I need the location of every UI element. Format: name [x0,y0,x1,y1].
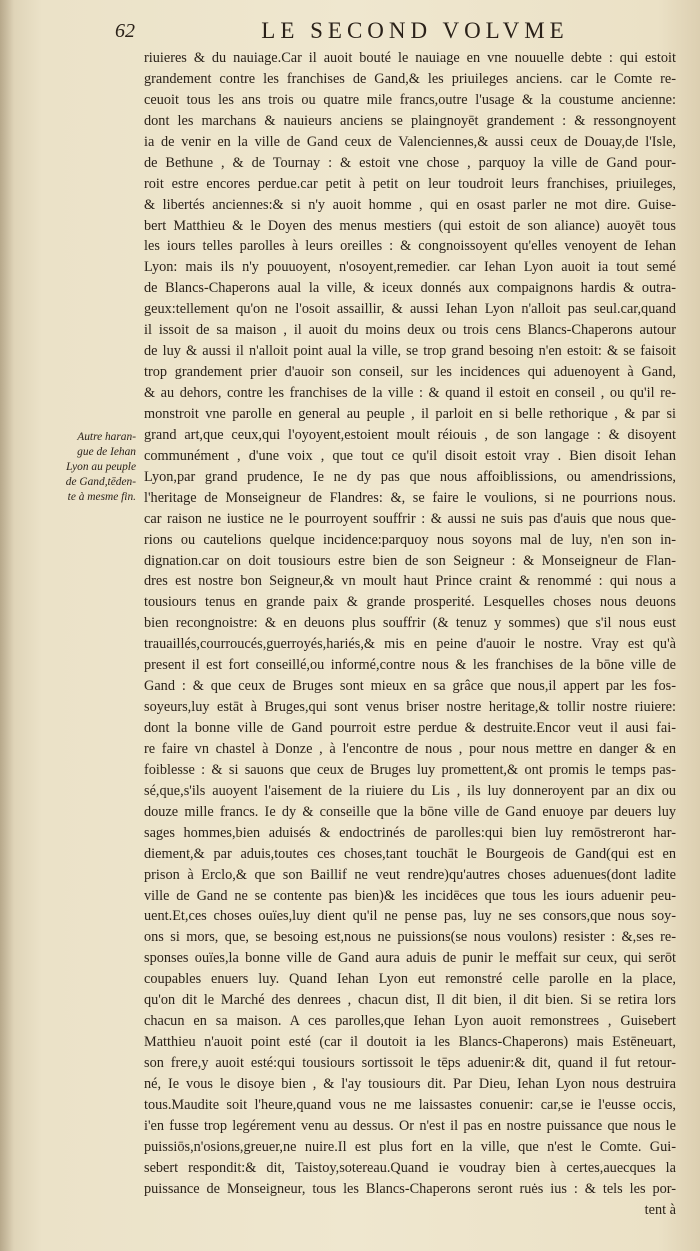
text-line: roit estre encores perdue.car petit à petit on leur toudroit leurs franchises, priuileges, [144,175,676,192]
text-line: present il est fort conseillé,ou informé,contre nous & les franchises de la bōne ville de [144,657,676,674]
text-line: né, Ie vous le disoye bien , & l'ay tousiours dit. Par Dieu, Iehan Lyon nous destruira [144,1075,676,1092]
text-line: grand art,que ceux,qui l'oyoyent,estoient moult réiouis , de son langage : & disoyent [144,426,676,443]
text-line: & libertés anciennes:& si n'y auoit homme , qui en osast parler ne mot dire. Guise- [144,196,676,213]
text-line: puissiōs,n'osions,greuer,ne nuire.Il est plus fort en la ville, que n'est le Comte. Gui- [144,1138,676,1155]
text-line: riuieres & du nauiage.Car il auoit bouté le nauiage en vne nouuelle debte : qui estoit [144,50,676,66]
text-line: Matthieu n'auoit point esté (car il doutoit ia les Blancs-Chaperons) mais Estēneuart, [144,1034,676,1051]
text-line: de Blancs-Chaperons aual la ville, & iceux donnés aux compaignons hardis & outra- [144,280,676,297]
text-line: prison à Erclo,& que son Baillif ne veut rendre)qu'autres choses aduenues(dont ladite [144,866,676,883]
text-line: son frere,y auoit esté:qui tousiours sortissoit le tēps aduenir:& dit, quand il fut retour- [144,1055,676,1071]
text-line: tousiours tenus en grande paix & grande prosperité. Lesquelles choses nous deuons [144,594,676,611]
text-line: bien recongnoistre: & en deuons plus souffrir (& tenuz y sommes) que s'il nous eust [144,615,676,632]
margin-note-line: te à mesme fin. [67,491,136,503]
text-line: monstroit vne parolle en general au peuple , il parloit en si belle rethorique , & par si [144,405,676,422]
text-line: grandement contre les franchises de Gand,& les priuileges anciens. car le Comte re- [144,70,676,87]
text-line: de Bethune , & de Tournay : & estoit vne chose , parquoy la ville de Gand pour- [144,154,676,171]
text-line: uent.Et,ces choses ouïes,luy dient qu'il ne pense pas, luy ne ses consors,que nous soy- [144,908,676,925]
catchword: tent à [644,1201,676,1218]
text-line: ons si mors, que, se besoing est,nous ne puissions(se nous voulons) resister : &,ses re- [144,929,676,946]
text-line: ia de venir en la ville de Gand ceux de Valenciennes,& aussi ceux de Douay,de l'Isle, [144,133,676,150]
text-line: soyeurs,luy estāt à Bruges,qui sont venus briser nostre heritage,& tollir nostre riuiere: [144,699,676,716]
text-line: Lyon,par grand prudence, Ie ne dy pas que nous affoiblissions, ou amendrissions, [144,468,676,485]
margin-note [56,430,136,505]
text-line: dres est nostre bon Seigneur,& vn moult haut Prince craint & renommé : qui nous a [144,573,676,590]
margin-note-line: gue de Iehan [77,446,136,458]
body-text [144,48,676,1221]
text-line: geux:tellement qu'on ne l'osoit assaillir, & aussi Iehan Lyon n'alloit pas seul.car,quand [144,301,676,318]
text-line: tous.Maudite soit l'heure,quand vous ne me laissastes conuenir: car,se ie l'eusse occis, [144,1096,676,1113]
margin-note-line: de Gand,tēden- [65,476,136,488]
text-line: Lyon: mais ils n'y pouuoyent, n'osoyent,remedier. car Iehan Lyon auoit ia tout semé [144,259,676,276]
text-line: coupables enuers luy. Quand Iehan Lyon eut remonstré celle parolle en la place, [144,971,676,988]
text-line: sages hommes,bien aduisés & endoctrinés de parolles:qui bien luy remōstreront har- [144,824,676,841]
text-line: l'heritage de Monseigneur de Flandres: &, se faire le voulions, si ne pourrions nous. [144,489,676,506]
text-line: sponses ouïes,la bonne ville de Gand aura aduis de punir le meffait sur ceux, qui serōt [144,950,676,967]
text-line: & au dehors, contre les franchises de la ville : & quand il estoit en conseil , ou qu'il re- [144,385,676,401]
text-line: sé,que,s'ils auoyent l'aisement de la riuiere du Lis , ils luy donneroyent par an dix ou [144,782,676,799]
margin-note-line: Lyon au peuple [66,461,136,473]
gutter-shadow [0,0,14,1251]
text-line: dont les marchans & nauieurs anciens se plaingnoyēt grandement : & ressongnoyent [144,112,676,129]
page-header [115,18,680,48]
text-line: les iours telles parolles à leurs oreilles : & congnoissoyent qu'elles venoyent de Iehan [144,238,676,255]
text-line: chacun en sa maison. A ces parolles,que Iehan Lyon auoit remonstrees , Guisebert [144,1013,676,1030]
text-line: Gand : & que ceux de Bruges sont mieux en sa grâce que nous,il appert par les fos- [144,678,676,695]
text-line: ville de Gand ne se contente pas bien)& les incidēces que tous les iours aduenir peu- [144,887,676,904]
text-line: de luy & aussi il n'alloit point aual la ville, se trop grand besoing n'en estoit: & se faisoit [144,343,676,360]
text-line: puissance de Monseigneur, tous les Blancs-Chaperons seront ruės ius : & tels les por- [144,1180,676,1197]
text-line: douze mille francs. Ie dy & conseille que la bōne ville de Gand enuoye par deuers luy [144,803,676,820]
text-line: trop grandement prier d'auoir son conseil, sur les incidences qui aduenoyent à Gand, [144,364,676,381]
text-line: car raison ne iustice ne le pourroyent souffrir : & aussi ne suis pas d'auis que nous que- [144,510,676,527]
text-line: dignation.car on doit tousiours estre bien de son Seigneur : & Monseigneur de Flan- [144,552,676,569]
text-line: bert Matthieu & le Doyen des menus mestiers (qui estoit de son aliance) auoyēt tous [144,217,676,234]
text-line: dont la bonne ville de Gand pourroit estre perdue & destruite.Encor veut il ausi fai- [144,720,676,736]
text-line: sebert respondit:& dit, Taistoy,sotereau.Quand ie voudray bien à certes,auecques la [144,1159,676,1176]
text-line: ceuoit tous les ans trois ou quatre mile francs,outre l'usage & la coustume ancienne: [144,91,676,108]
text-line: re faire vn chastel à Donze , à l'encontre de nous , pour nous mettre en danger & en [144,740,676,757]
text-line: i'en fusse trop legérement venu au dessus. Or n'est il pas en nostre puissance que nous le [144,1117,676,1134]
text-line: rions ou cautelions quelque incidence:parquoy nous soyons mal de luy, n'en son in- [144,531,676,548]
margin-note-line: Autre haran- [77,431,136,443]
running-head: LE SECOND VOLVME [261,18,569,43]
page-number: 62 [115,20,135,42]
text-line: diement,& par aduis,toutes ces choses,tant touchāt le Bourgeois de Gand(qui est en [144,845,676,862]
text-line: trauaillés,courroucés,guerroyés,hariés,& mis en peine d'auoir le nostre. Vray est qu'à [144,636,676,653]
text-line: communément , d'une voix , que tout ce qu'il disoit estoit vray . Bien disoit Iehan [144,447,676,464]
text-line: qu'on dit le Marché des denrees , chacun dist, Il dit bien, il dit bien. Si se retira lors [144,992,676,1009]
text-line: il issoit de sa maison , il auoit du moins deux ou trois cens Blancs-Chaperons autour [144,322,676,339]
text-line: foiblesse : & si sauons que ceux de Bruges luy promettent,& ont promis le temps pas- [144,761,676,778]
